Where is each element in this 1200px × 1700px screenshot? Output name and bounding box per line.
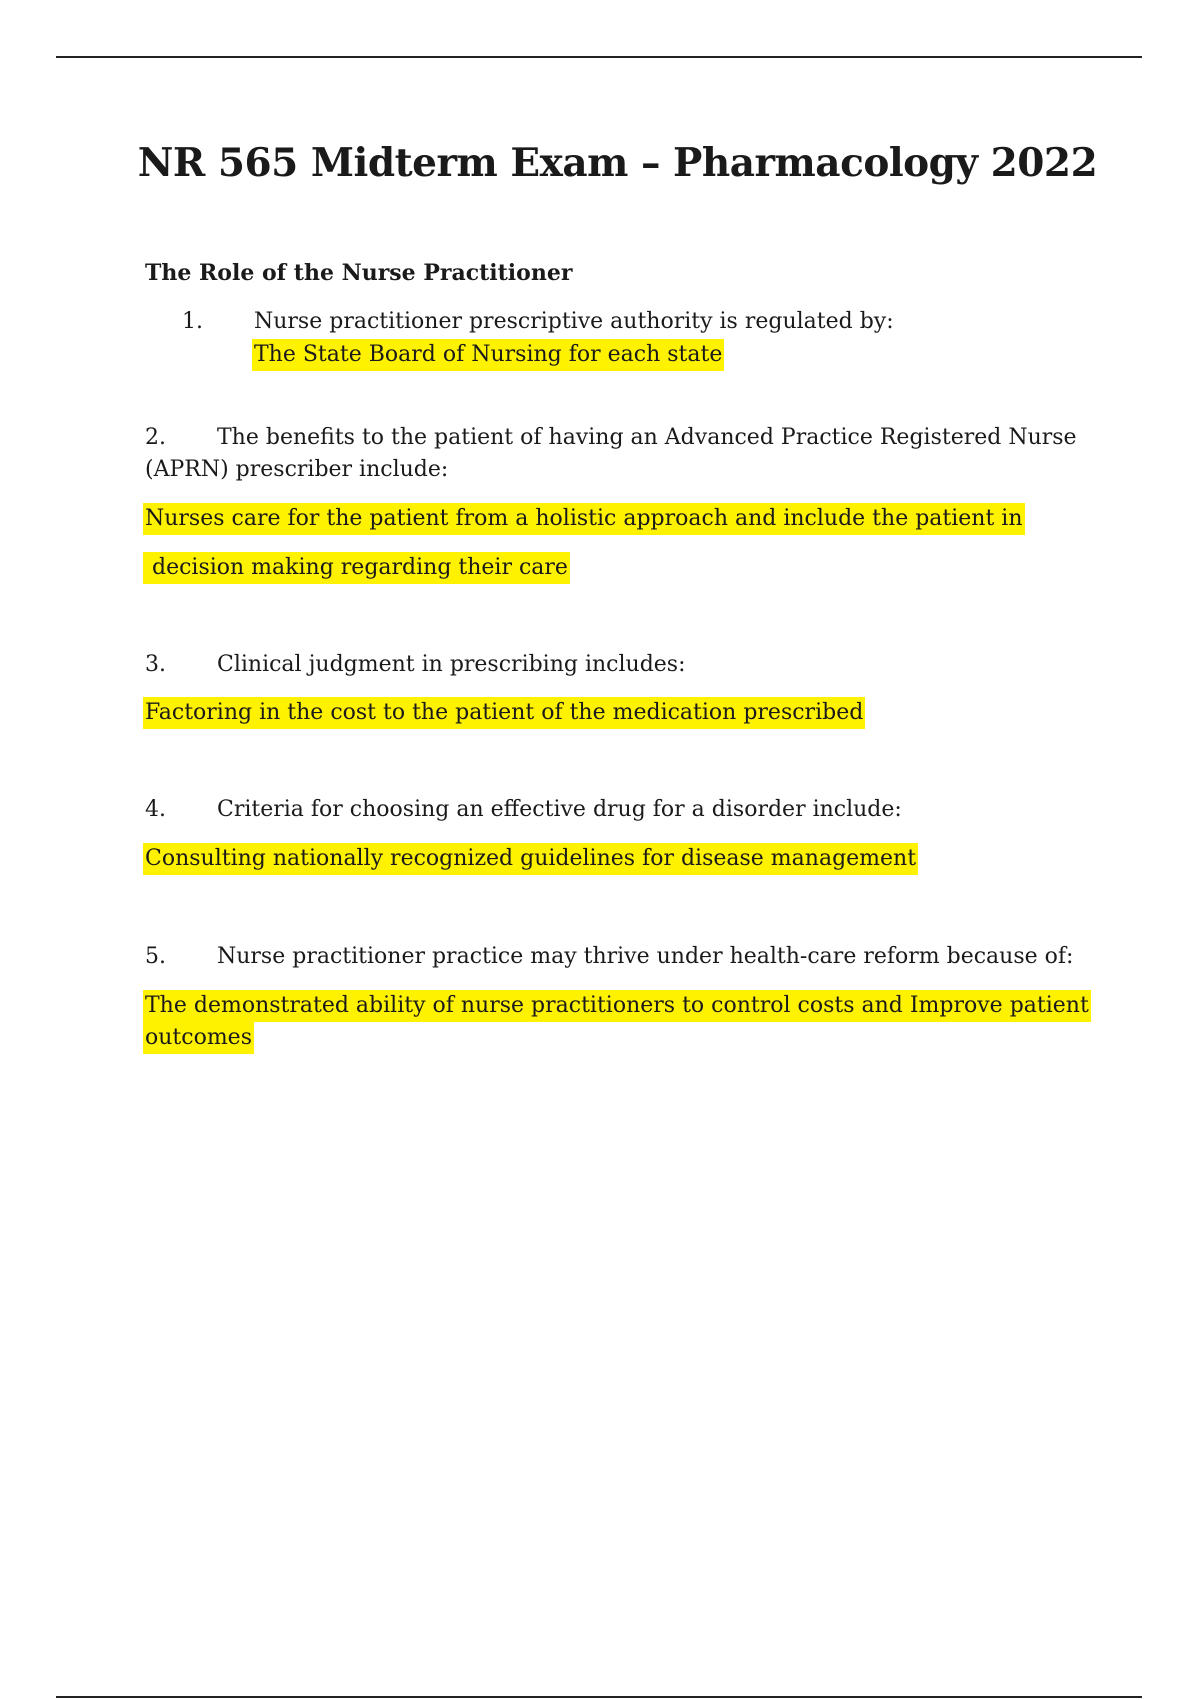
section-heading: The Role of the Nurse Practitioner [145,260,573,286]
answer-highlight: outcomes [143,1022,254,1054]
question-number: 1. [182,309,203,334]
answer-highlight: The State Board of Nursing for each state [252,339,724,371]
question-text: Criteria for choosing an effective drug for a disorder include: [217,797,902,822]
answer-highlight: Nurses care for the patient from a holistic approach and include the patient in [143,503,1025,535]
question-number: 4. [145,797,166,822]
top-rule [56,56,1142,58]
question-text: Clinical judgment in prescribing includes: [217,652,686,677]
answer-highlight: The demonstrated ability of nurse practitioners to control costs and Improve patient [143,990,1091,1022]
question-text: Nurse practitioner practice may thrive under health-care reform because of: [217,944,1074,969]
question-number: 3. [145,652,166,677]
answer-highlight: decision making regarding their care [143,552,570,584]
document-title: NR 565 Midterm Exam – Pharmacology 2022 [137,140,1098,186]
answer-highlight: Factoring in the cost to the patient of the medication prescribed [143,697,865,729]
question-text: (APRN) prescriber include: [145,457,449,482]
question-number: 2. [145,425,166,450]
question-text: The benefits to the patient of having an Advanced Practice Registered Nurse [217,425,1077,450]
answer-highlight: Consulting nationally recognized guidelines for disease management [143,843,918,875]
bottom-rule [56,1696,1142,1698]
question-number: 5. [145,944,166,969]
question-text: Nurse practitioner prescriptive authority is regulated by: [254,309,894,334]
